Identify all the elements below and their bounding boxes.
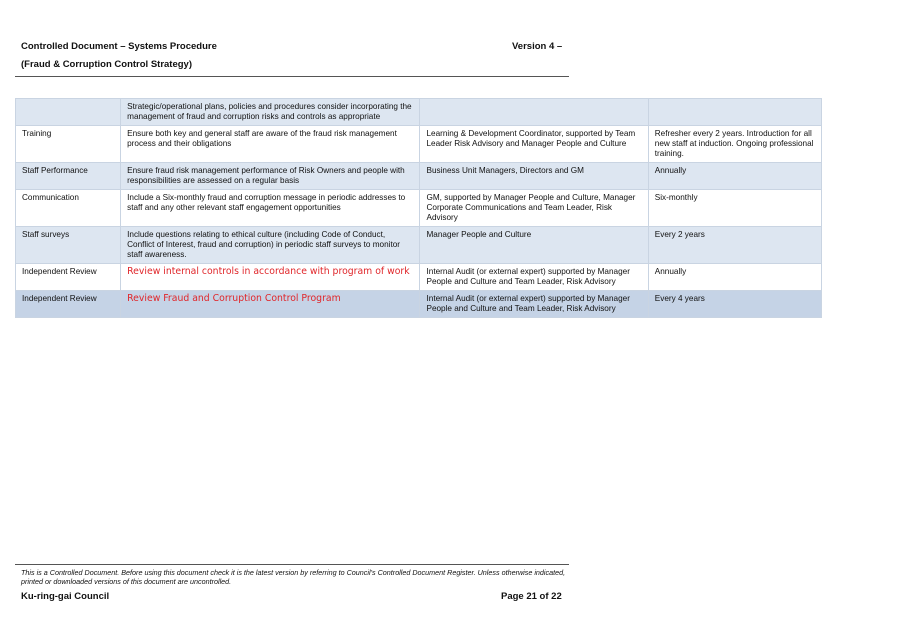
timing-cell: Six-monthly	[648, 190, 821, 227]
action-cell: Strategic/operational plans, policies and procedures consider incorporating the management of fraud and corruption risks and controls as appropriate	[121, 99, 420, 126]
table-row	[16, 99, 822, 126]
action-cell	[121, 264, 420, 291]
activity-cell: Communication	[16, 190, 121, 227]
responsibility-cell: Learning & Development Coordinator, supported by Team Leader Risk Advisory and Manager People and Culture	[420, 126, 648, 163]
timing-cell	[648, 99, 821, 126]
activity-cell: Staff Performance	[16, 163, 121, 190]
document-subtitle: (Fraud & Corruption Control Strategy)	[21, 59, 192, 70]
timing-cell: Refresher every 2 years. Introduction for all new staff at induction. Ongoing professional training.	[648, 126, 821, 163]
page-number: Page 21 of 22	[501, 591, 562, 602]
responsibility-cell: Internal Audit (or external expert) supported by Manager People and Culture and Team Leader, Risk Advisory	[420, 291, 648, 318]
timing-cell: Annually	[648, 163, 821, 190]
fraud-control-table	[15, 98, 822, 318]
footer-divider	[15, 564, 569, 565]
amended-text: Review internal controls in accordance with program of work	[127, 266, 410, 277]
header-divider	[15, 76, 569, 77]
responsibility-cell: Manager People and Culture	[420, 227, 648, 264]
responsibility-cell: GM, supported by Manager People and Culture, Manager Corporate Communications and Team Leader, Risk Advisory	[420, 190, 648, 227]
table-row	[16, 227, 822, 264]
action-cell: Include a Six-monthly fraud and corruption message in periodic addresses to staff and any other relevant staff engagement opportunities	[121, 190, 420, 227]
action-cell: Ensure both key and general staff are aware of the fraud risk management process and their obligations	[121, 126, 420, 163]
document-version: Version 4 –	[512, 41, 563, 52]
amended-text: Review Fraud and Corruption Control Program	[127, 293, 341, 304]
organisation-name: Ku-ring-gai Council	[21, 591, 110, 602]
responsibility-cell: Internal Audit (or external expert) supported by Manager People and Culture and Team Leader, Risk Advisory	[420, 264, 648, 291]
timing-cell: Every 4 years	[648, 291, 821, 318]
table-row	[16, 126, 822, 163]
table-row	[16, 264, 822, 291]
timing-cell: Annually	[648, 264, 821, 291]
action-cell: Ensure fraud risk management performance of Risk Owners and people with responsibilities are assessed on a regular basis	[121, 163, 420, 190]
activity-cell: Independent Review	[16, 291, 121, 318]
responsibility-cell	[420, 99, 648, 126]
activity-cell	[16, 99, 121, 126]
action-cell	[121, 291, 420, 318]
action-cell: Include questions relating to ethical culture (including Code of Conduct, Conflict of Interest, fraud and corruption) in periodic staff surveys to monitor staff awareness.	[121, 227, 420, 264]
activity-cell: Training	[16, 126, 121, 163]
activity-cell: Staff surveys	[16, 227, 121, 264]
timing-cell: Every 2 years	[648, 227, 821, 264]
activity-cell: Independent Review	[16, 264, 121, 291]
document-title: Controlled Document – Systems Procedure	[21, 41, 217, 52]
responsibility-cell: Business Unit Managers, Directors and GM	[420, 163, 648, 190]
table-row	[16, 163, 822, 190]
table-row	[16, 291, 822, 318]
controlled-document-note: This is a Controlled Document. Before using this document check it is the latest version by referring to Council’s Controlled Document Register. Unless otherwise indicated, printed or downloaded versions of this document are uncontrolled.	[21, 568, 566, 586]
table-row	[16, 190, 822, 227]
